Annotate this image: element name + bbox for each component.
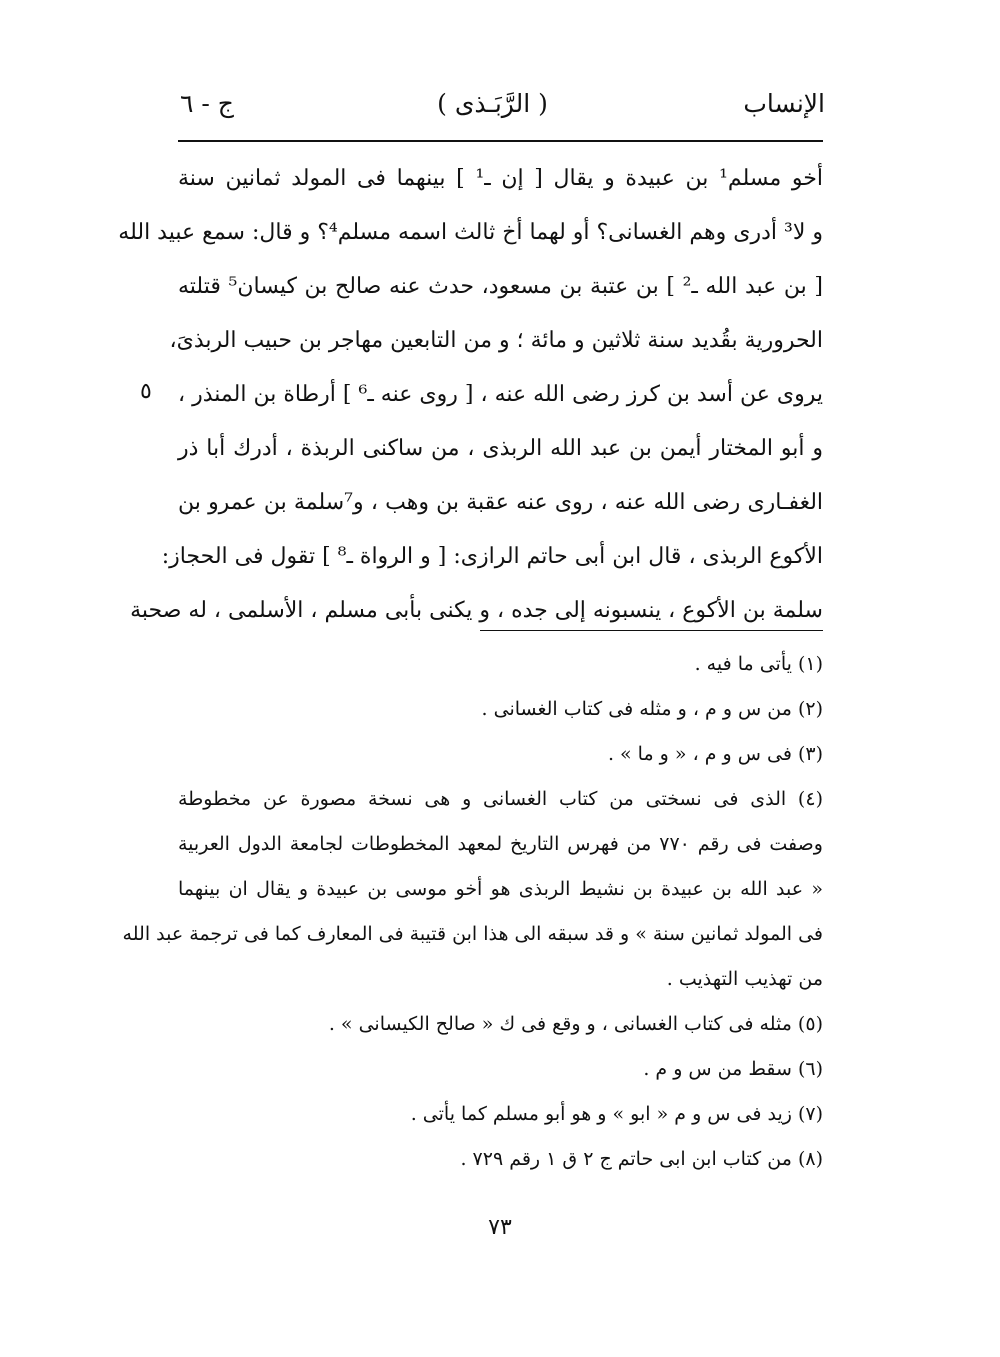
text-line: أخو مسلم¹ بن عبيدة و يقال [ إن ـ¹ ] بينهما فى المولد ثمانين سنة [178,166,823,191]
text-line: و أبو المختار أيمن بن عبد الله الربذى ، من ساكنى الربذة ، أدرك أبا ذر [178,436,823,461]
text-line: الأكوع الربذى ، قال ابن أبى حاتم الرازى: [ و الرواة ـ⁸ ] تقول فى الحجاز: [161,544,823,569]
footnote: (٨) من كتاب ابن ابى حاتم ج ٢ ق ١ رقم ٧٢٩ . [460,1148,823,1170]
footnote: (١) يأتى ما فيه . [694,653,823,675]
footnote-continuation: وصفت فى رقم ٧٧٠ من فهرس التاريخ لمعهد المخطوطات لجامعة الدول العربية [178,833,823,855]
footnote: (٥) مثله فى كتاب الغسانى ، و وقع فى ك « صالح الكيسانى » . [328,1013,823,1035]
footnote: (٤) الذى فى نسختى من كتاب الغسانى و هى نسخة مصورة عن مخطوطة [178,788,823,810]
margin-line-number: ٥ [140,379,152,404]
header-section-title: ( الرَّبَـذى ) [437,89,548,118]
header-book-title: الإنساب [743,89,825,118]
footnotes [122,642,823,1182]
footnote-divider [480,630,823,631]
text-line: سلمة بن الأكوع ، ينسبونه إلى جده ، و يكنى بأبى مسلم ، الأسلمى ، له صحبة [130,598,823,623]
text-line: الحرورية بقُديد سنة ثلاثين و مائة ؛ و من التابعين مهاجر بن حبيب الربذىَ، [169,328,823,353]
footnote-continuation: فى المولد ثمانين سنة » و قد سبقه الى هذا ابن قتيبة فى المعارف كما فى ترجمة عبد الله [122,923,823,945]
footnote: (٧) زيد فى س و م « ابو » و هو أبو مسلم كما يأتى . [410,1103,823,1125]
text-line: الغفـارى رضى الله عنه ، روى عنه عقبة بن وهب ، و⁷سلمة بن عمرو بن [178,490,824,515]
footnote: (٣) فى س و م ، « و ما » . [607,743,823,765]
main-text [118,152,824,638]
text-line: و لا³ أدرى وهم الغسانى؟ أو لهما أخ ثالث اسمه مسلم⁴؟ و قال: سمع عبيد الله [118,220,823,245]
text-line: يروى عن أسد بن كرز رضى الله عنه ، [ روى عنه ـ⁶ ] أرطاة بن المنذر ، [178,382,823,407]
running-header [160,84,825,124]
header-volume-number: ج - ٦ [180,89,234,118]
footnote: (٦) سقط من س و م . [643,1058,823,1080]
page-number: ٧٣ [488,1215,512,1240]
footnote-continuation: « عبد الله بن عبيدة بن نشيط الربذى هو أخو موسى بن عبيدة و يقال ان بينهما [178,878,823,900]
footnote-continuation: من تهذيب التهذيب . [666,968,823,990]
footnote: (٢) من س و م ، و مثله فى كتاب الغسانى . [481,698,823,720]
text-line: [ بن عبد الله ـ² ] بن عتبة بن مسعود، حدث عنه صالح بن كيسان⁵ قتلته [178,274,823,299]
header-divider [178,140,823,142]
